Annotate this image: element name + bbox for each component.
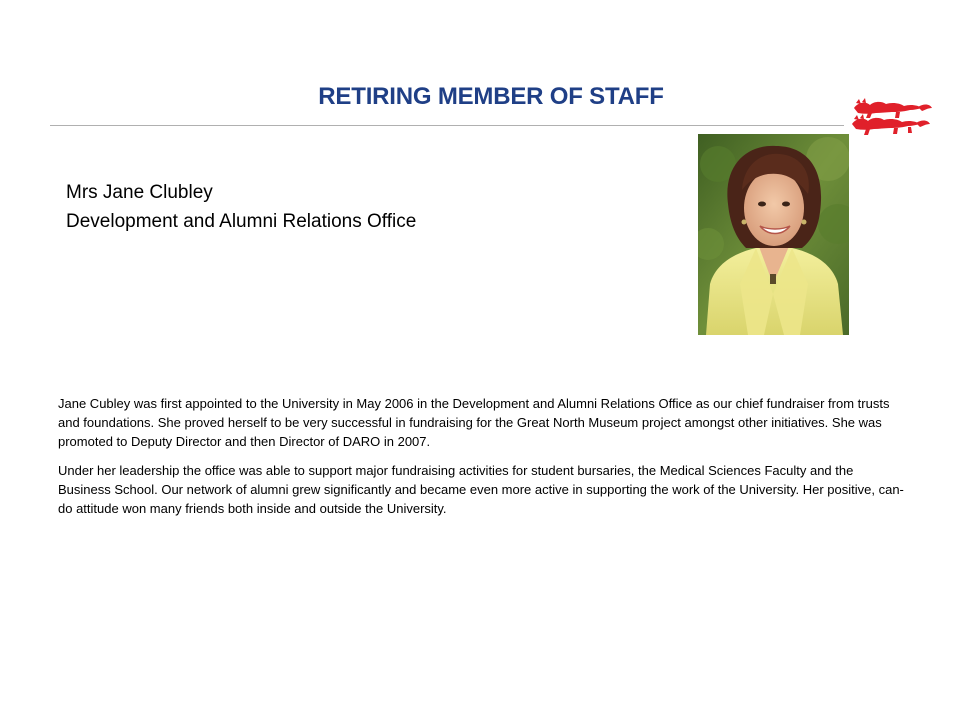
- page-title: RETIRING MEMBER OF STAFF: [318, 83, 664, 110]
- bio-paragraph: Jane Cubley was first appointed to the University in May 2006 in the Development and Alumni Relations Office as our chief fundraiser from trusts and foundations. She proved herself to be very successful in fundraising for the Great North Museum project amongst other initiatives. She was promoted to Deputy Director and then Director of DARO in 2007.: [58, 396, 890, 449]
- title-divider: [50, 125, 844, 126]
- person-info: [66, 178, 416, 236]
- portrait-photo: [698, 134, 849, 335]
- person-name: Mrs Jane Clubley: [66, 182, 213, 203]
- bio-paragraph: Under her leadership the office was able to support major fundraising activities for student bursaries, the Medical Sciences Faculty and the Business School. Our network of alumni grew significantly and became even more active in supporting the work of the University. Her positive, can-do attitude won many friends both inside and outside the University.: [58, 463, 904, 516]
- red-lions-crest-icon: [848, 98, 934, 138]
- bio-text: [58, 394, 908, 528]
- person-department: Development and Alumni Relations Office: [66, 211, 417, 232]
